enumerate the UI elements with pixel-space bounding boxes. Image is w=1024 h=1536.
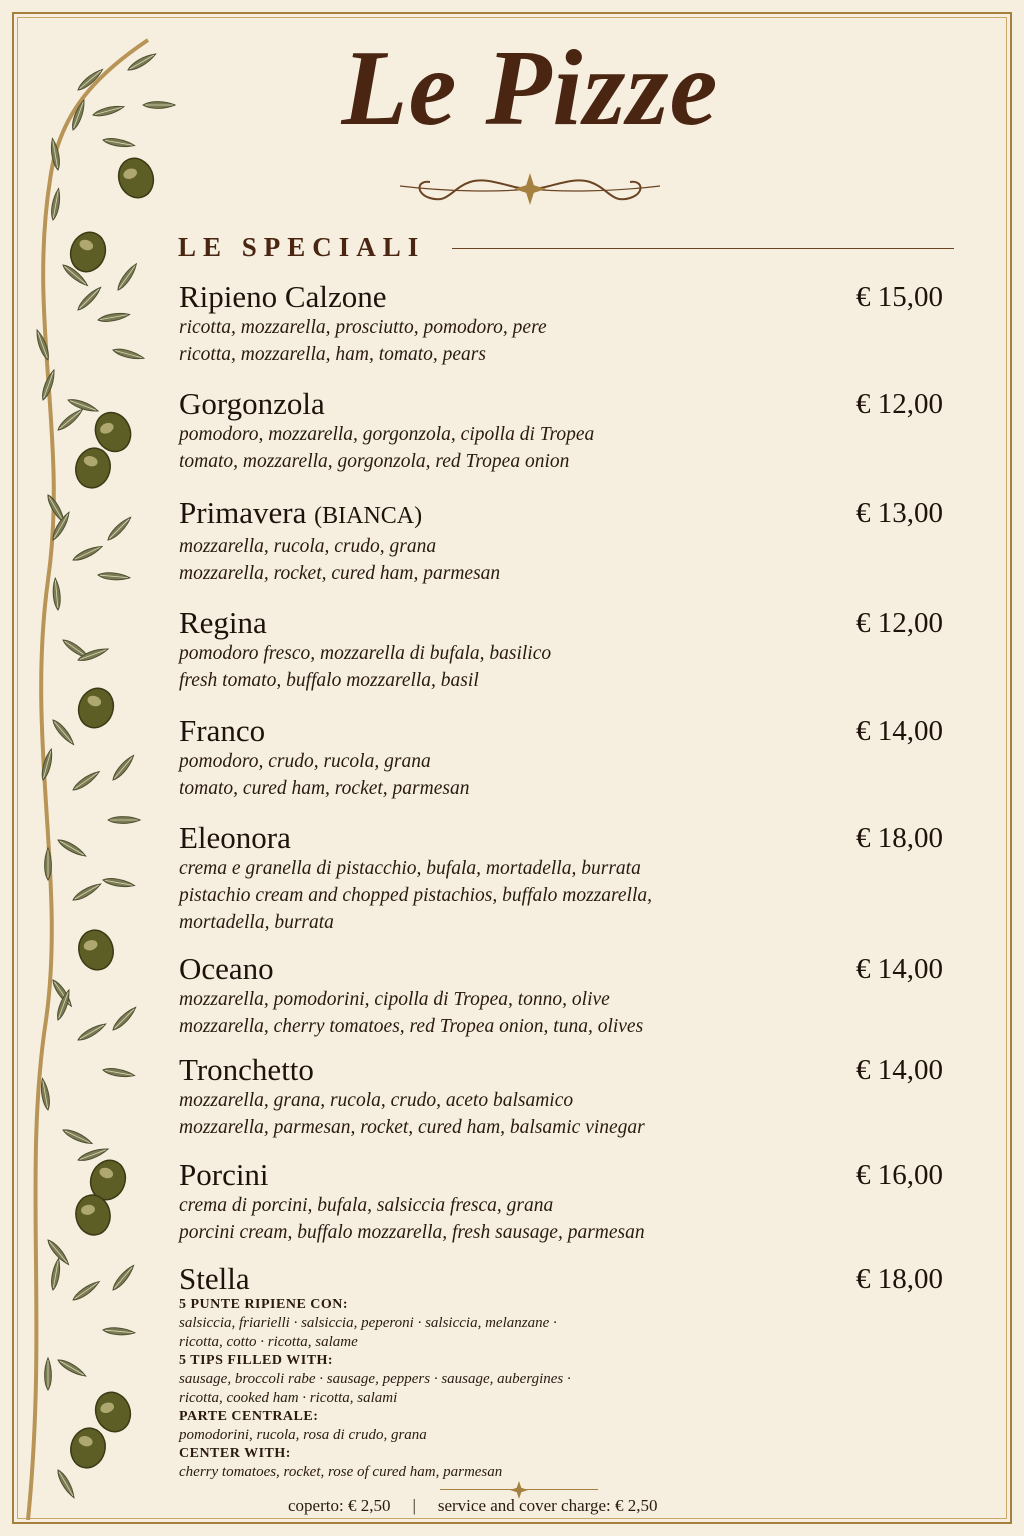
item-price: € 14,00 — [856, 1054, 943, 1086]
item-price: € 12,00 — [856, 607, 943, 639]
footer-separator: | — [412, 1496, 416, 1515]
item-name: Tronchetto — [179, 1052, 314, 1087]
item-price: € 12,00 — [856, 388, 943, 420]
olive-branch-icon — [18, 20, 193, 1520]
item-price: € 14,00 — [856, 715, 943, 747]
item-name: Oceano — [179, 951, 274, 986]
item-price: € 15,00 — [856, 281, 943, 313]
item-name — [179, 496, 949, 533]
stella-text: pomodorini, rucola, rosa di crudo, grana — [179, 1427, 427, 1443]
item-name: Franco — [179, 713, 266, 748]
footer-charges — [288, 1496, 718, 1516]
menu-title: Le Pizze — [341, 29, 719, 148]
item-desc-it: mozzarella, pomodorini, cipolla di Tropea, tonno, olive — [179, 989, 610, 1010]
item-name: Eleonora — [179, 820, 291, 855]
stella-text: sausage, broccoli rabe · sausage, peppers · sausage, aubergines · — [179, 1371, 571, 1387]
item-desc-it: mozzarella, rucola, crudo, grana — [179, 536, 437, 557]
section-divider — [452, 248, 954, 249]
scroll-flourish-icon — [390, 168, 670, 210]
item-price: € 18,00 — [856, 1263, 943, 1295]
item-price: € 13,00 — [856, 497, 943, 529]
item-desc-en: tomato, mozzarella, gorgonzola, red Tropea onion — [179, 451, 570, 472]
item-name: Regina — [179, 605, 267, 640]
item-price: € 18,00 — [856, 822, 943, 854]
menu-item — [179, 1053, 949, 1141]
item-desc-en: ricotta, mozzarella, ham, tomato, pears — [179, 344, 486, 365]
item-desc-en: pistachio cream and chopped pistachios, buffalo mozzarella, — [179, 885, 653, 906]
menu-item — [179, 714, 949, 802]
stella-text: ricotta, cooked ham · ricotta, salami — [179, 1390, 398, 1406]
menu-item — [179, 952, 949, 1040]
stella-text: cherry tomatoes, rocket, rose of cured ham, parmesan — [179, 1464, 503, 1480]
item-desc-it: crema di porcini, bufala, salsiccia fresca, grana — [179, 1195, 554, 1216]
item-desc-it: ricotta, mozzarella, prosciutto, pomodoro, pere — [179, 317, 547, 338]
item-note: (BIANCA) — [314, 503, 423, 529]
item-desc-it: pomodoro, mozzarella, gorgonzola, cipolla di Tropea — [179, 424, 595, 445]
menu-item — [179, 606, 949, 694]
item-desc-it: mozzarella, grana, rucola, crudo, aceto balsamico — [179, 1090, 574, 1111]
menu-item — [179, 1158, 949, 1246]
item-name: Stella — [179, 1261, 250, 1296]
cover-charge-it: coperto: € 2,50 — [288, 1496, 391, 1515]
item-name-text: Primavera — [179, 495, 307, 530]
stella-details — [179, 1296, 949, 1482]
stella-text: salsiccia, friarielli · salsiccia, peperoni · salsiccia, melanzane · — [179, 1315, 557, 1331]
stella-heading: 5 TIPS FILLED WITH: — [179, 1353, 334, 1368]
menu-item — [179, 496, 949, 587]
item-name: Porcini — [179, 1157, 269, 1192]
item-name: Ripieno Calzone — [179, 279, 387, 314]
menu-item — [179, 280, 949, 368]
cover-charge-en: service and cover charge: € 2,50 — [437, 1496, 658, 1515]
item-desc-en: porcini cream, buffalo mozzarella, fresh sausage, parmesan — [179, 1222, 645, 1243]
menu-item — [179, 387, 949, 475]
item-desc-en: fresh tomato, buffalo mozzarella, basil — [179, 670, 479, 691]
stella-text: ricotta, cotto · ricotta, salame — [179, 1334, 358, 1350]
stella-heading: CENTER WITH: — [179, 1446, 291, 1461]
item-price: € 14,00 — [856, 953, 943, 985]
stella-heading: PARTE CENTRALE: — [179, 1409, 319, 1424]
stella-heading: 5 PUNTE RIPIENE CON: — [179, 1297, 349, 1312]
item-desc-en: tomato, cured ham, rocket, parmesan — [179, 778, 470, 799]
menu-item-stella — [179, 1262, 949, 1482]
item-desc-it: pomodoro fresco, mozzarella di bufala, basilico — [179, 643, 552, 664]
item-desc-en: mortadella, burrata — [179, 912, 334, 933]
item-desc-en: mozzarella, parmesan, rocket, cured ham, balsamic vinegar — [179, 1117, 645, 1138]
item-desc-it: pomodoro, crudo, rucola, grana — [179, 751, 431, 772]
item-price: € 16,00 — [856, 1159, 943, 1191]
section-title: LE SPECIALI — [178, 232, 426, 262]
item-desc-en: mozzarella, rocket, cured ham, parmesan — [179, 563, 501, 584]
item-desc-en: mozzarella, cherry tomatoes, red Tropea onion, tuna, olives — [179, 1016, 644, 1037]
item-desc-it: crema e granella di pistacchio, bufala, mortadella, burrata — [179, 858, 641, 879]
item-name: Gorgonzola — [179, 386, 325, 421]
menu-item — [179, 821, 949, 936]
